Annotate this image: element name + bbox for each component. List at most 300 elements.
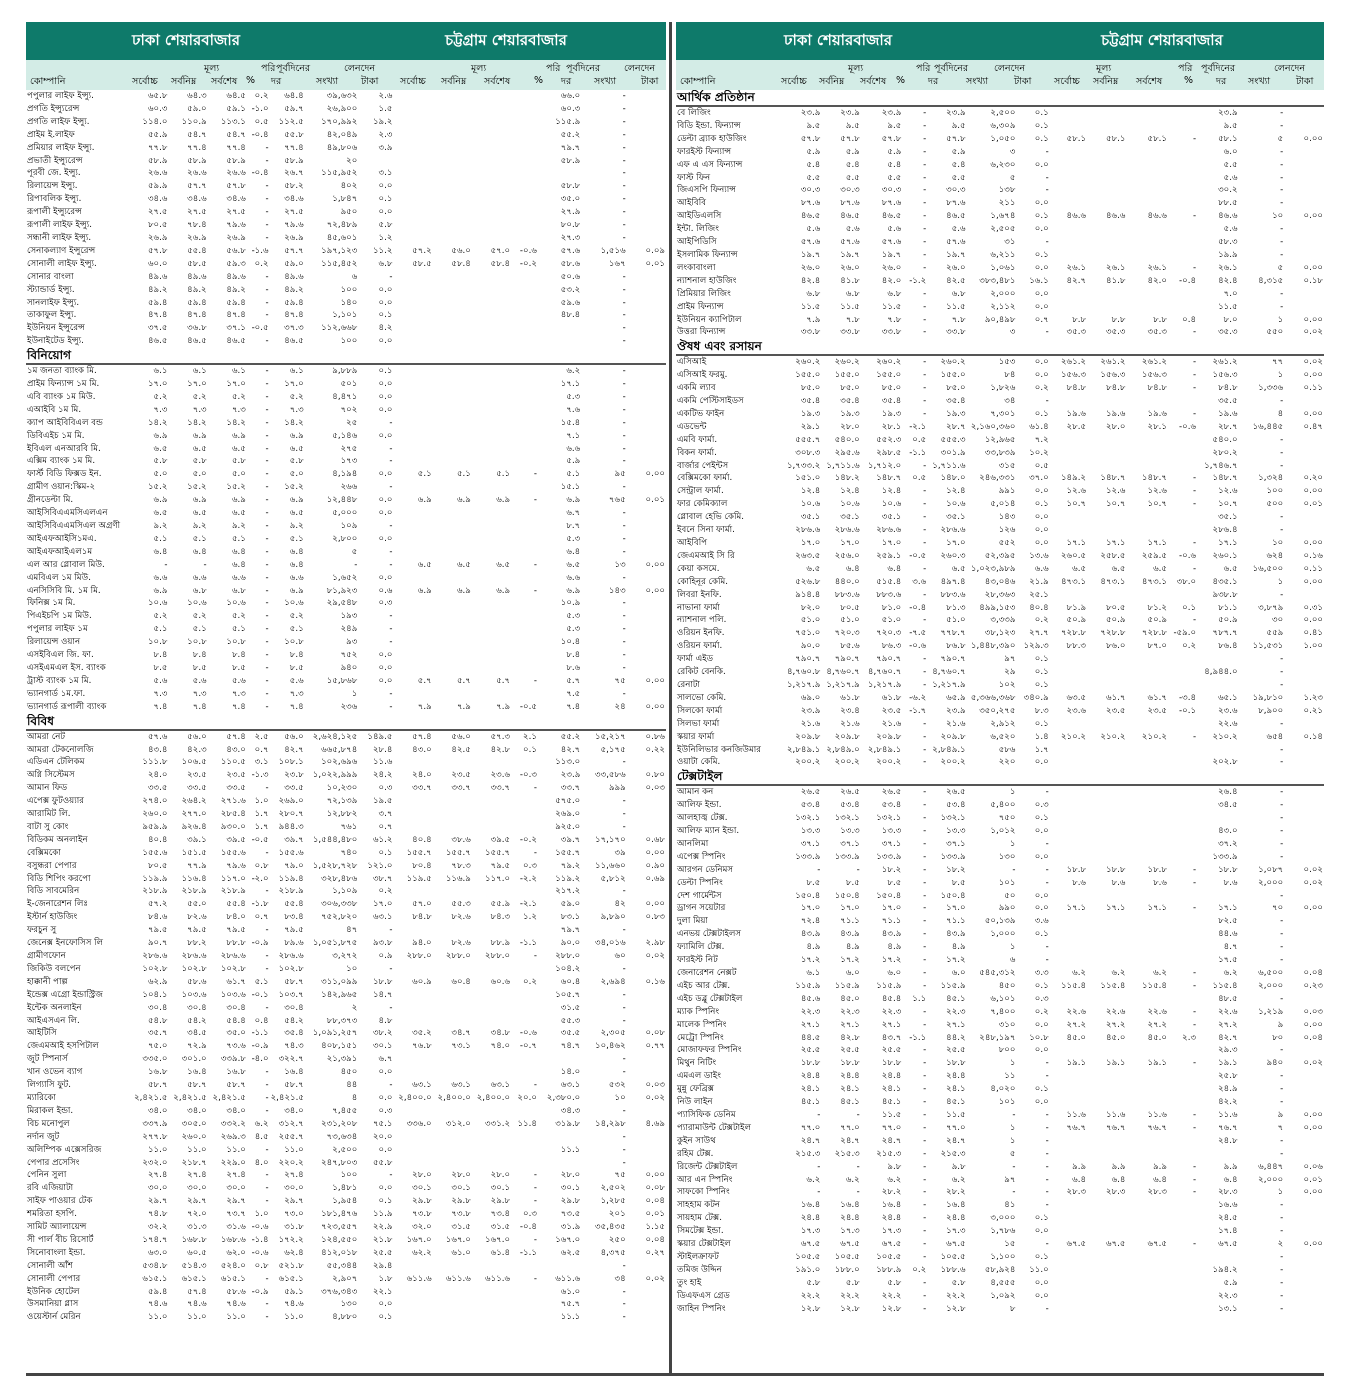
table-row <box>676 249 1324 262</box>
table-cell: ১৯৩ <box>340 611 358 622</box>
table-cell: ২৮.০ <box>840 421 860 432</box>
table-cell: ১০.৮ <box>1029 1032 1049 1043</box>
table-cell: ৩৩.৭ <box>451 783 471 794</box>
table-cell: ৬.২ <box>254 1118 269 1129</box>
table-cell: - <box>622 1299 626 1310</box>
table-cell <box>1168 172 1197 185</box>
table-cell: ২৬১.২ <box>1141 357 1167 368</box>
table-cell: - <box>1192 1058 1197 1069</box>
table-cell <box>627 989 666 1002</box>
table-cell: ১১.১ <box>560 1312 581 1323</box>
table-cell <box>511 481 538 494</box>
table-cell: ১১৭.০ <box>485 873 511 884</box>
table-cell: ১১.৫ <box>840 301 860 312</box>
table-cell <box>472 232 511 245</box>
table-cell: ৯.৫ <box>806 120 821 131</box>
table-cell: ৮৭.৬ <box>946 198 966 209</box>
table-cell <box>1087 993 1126 1006</box>
table-cell <box>1284 1096 1324 1109</box>
table-cell: ২৪.০ <box>412 770 432 781</box>
table-cell: ১৫০.৪ <box>795 890 821 901</box>
table-cell: - <box>1280 929 1284 940</box>
table-cell: ৩৭.১ <box>840 838 860 849</box>
table-cell <box>1284 1225 1324 1238</box>
table-cell: ১৬.১ <box>1029 275 1049 286</box>
table-cell: ৬.২ <box>1153 968 1167 978</box>
company-name: জিএসপি ফিন্যান্স <box>677 185 736 196</box>
table-cell: ৬১.৪ <box>490 1247 511 1258</box>
table-cell <box>393 417 432 430</box>
table-cell <box>1284 799 1324 812</box>
table-cell: ১০.৮ <box>147 637 168 648</box>
table-cell: ১১০.৫ <box>220 757 246 768</box>
table-cell: ৩০.৩ <box>946 185 966 196</box>
table-cell: ৫৭.৮ <box>881 133 902 144</box>
right-price-table <box>676 90 1324 1315</box>
table-cell: ০.০ <box>1034 301 1049 312</box>
table-cell: ১.৭ <box>254 809 269 820</box>
table-cell: ১৩২.১ <box>940 813 966 824</box>
table-cell: ০.০ <box>378 1067 393 1078</box>
table-cell: ৬,৫২০ <box>990 731 1016 742</box>
table-cell: ১৯.৬ <box>1066 408 1087 419</box>
table-cell: ৫৭.৩ <box>490 731 511 742</box>
table-cell: ১৭.২ <box>946 955 966 966</box>
table-cell: ৩ <box>1009 146 1016 157</box>
table-cell: ৮৮.৩ <box>1066 641 1087 652</box>
table-cell: ৫৭.৬ <box>840 237 860 248</box>
table-cell <box>1050 915 1087 928</box>
table-cell: ১৫৫.৬ <box>220 847 246 858</box>
table-cell: ৭.৩ <box>231 688 246 699</box>
table-cell: ১১.৬ <box>1218 1109 1238 1120</box>
table-cell <box>627 1144 666 1157</box>
company-name: সানলাইফ ইন্স্যু. <box>27 297 80 308</box>
table-cell: -০.৪ <box>251 168 269 179</box>
table-cell <box>1087 1251 1126 1264</box>
table-cell <box>1087 1212 1126 1225</box>
table-cell: ৩৯,৬৩২ <box>326 91 358 101</box>
table-cell: - <box>923 800 927 811</box>
table-cell: - <box>1280 1251 1284 1262</box>
table-cell: - <box>1280 120 1284 131</box>
company-name: প্রগতি ইন্স্যুরেন্স <box>27 103 80 114</box>
table-cell <box>472 180 511 193</box>
table-cell: ৫৫৯ <box>1266 628 1284 639</box>
table-cell <box>1168 1070 1197 1083</box>
table-cell: ২,৫০৫ <box>990 224 1016 235</box>
table-cell: ৩৫.৪ <box>840 396 860 407</box>
table-cell: ৫.৬ <box>192 675 207 686</box>
table-cell: ০.০ <box>1034 224 1049 235</box>
table-cell: ১৯.১ <box>1147 1058 1167 1069</box>
table-cell: ১,১০০ <box>990 1251 1016 1262</box>
table-cell: ১৯৭,১২৩ <box>321 245 358 256</box>
table-cell <box>393 404 432 417</box>
table-cell <box>511 1105 538 1118</box>
company-name: আইএফআইএল১ম <box>27 546 93 557</box>
table-cell <box>433 821 472 834</box>
section-title: টেক্সটাইল <box>676 769 1324 785</box>
table-cell: ০.১ <box>1034 980 1049 991</box>
table-cell: ১২.৮ <box>840 1303 860 1314</box>
table-cell: ০.২ <box>523 976 537 987</box>
table-cell: - <box>265 546 269 557</box>
table-cell: ২২.৬ <box>1218 1006 1238 1017</box>
table-cell: ৬.১ <box>289 366 304 377</box>
table-cell: ৫৫.২ <box>560 129 581 140</box>
table-cell: ৩৩.৮ <box>800 327 821 338</box>
table-cell <box>433 546 472 559</box>
table-cell: ৬১.০ <box>451 1247 471 1258</box>
table-cell: - <box>1280 1071 1284 1082</box>
table-cell: ২৬.৯ <box>284 232 304 243</box>
table-cell: ৫.১ <box>417 469 432 480</box>
table-cell: ২৪.৭ <box>881 1135 902 1146</box>
table-cell: ৭.৩ <box>192 688 207 699</box>
table-cell: - <box>923 667 927 678</box>
table-cell: ৭৩.৭ <box>226 1209 246 1220</box>
table-cell: ১৫.১ <box>560 482 581 493</box>
company-name: এমবিএল ১ম মিউ. <box>27 572 91 583</box>
table-cell <box>511 443 538 456</box>
table-cell: - <box>265 1183 269 1194</box>
table-cell <box>433 430 472 443</box>
table-cell: - <box>1280 185 1284 196</box>
table-cell: ১৫৫.৭ <box>406 847 432 858</box>
table-cell: ২৪.২ <box>372 770 393 781</box>
table-cell: ১৭.০ <box>946 538 966 548</box>
company-name: সেনাকল্যাণ ইন্সুরেন্স <box>27 245 96 256</box>
table-cell <box>511 795 538 808</box>
table-cell: ০.০ <box>378 297 393 308</box>
table-cell <box>1126 146 1168 159</box>
table-cell: ৫৫.৪ <box>187 245 207 256</box>
table-cell: ১৪৮.৭ <box>1212 473 1238 484</box>
table-cell: ৮০.৫ <box>147 220 168 231</box>
table-cell <box>1126 799 1168 812</box>
table-cell: - <box>1192 1174 1197 1185</box>
table-cell: - <box>265 181 269 192</box>
table-cell: ২৭.৫ <box>284 207 304 218</box>
table-cell: ৫৪.৭ <box>187 129 207 140</box>
table-cell <box>472 167 511 180</box>
table-cell <box>433 572 472 585</box>
table-cell <box>511 756 538 769</box>
table-cell: ১৭.৫ <box>1218 955 1238 966</box>
table-cell: ৩৪ <box>1004 396 1016 407</box>
table-cell <box>1126 301 1168 314</box>
table-cell <box>511 572 538 585</box>
col-price-ctg: মূল্য <box>471 63 487 74</box>
table-cell <box>1168 812 1197 825</box>
table-cell: ৩২.২ <box>147 1222 168 1233</box>
table-cell: ৭৪.০ <box>490 1041 511 1052</box>
table-cell: ৪,৭৬০.৭ <box>826 667 860 678</box>
table-cell <box>1087 799 1126 812</box>
table-cell: ৫.৮ <box>887 1277 902 1288</box>
table-cell <box>393 206 432 219</box>
table-cell: - <box>533 1234 537 1245</box>
table-cell: - <box>622 297 626 308</box>
table-cell: ৬৪.৩ <box>187 91 207 101</box>
table-cell: ৪.৬৯ <box>645 1118 665 1129</box>
table-cell: ১২.৪ <box>881 486 902 497</box>
table-cell: ৬.৪ <box>1153 1174 1167 1185</box>
table-cell <box>1168 838 1197 851</box>
table-cell: ৮৮৩.৬ <box>834 589 860 600</box>
table-cell: ৬২.৯ <box>147 976 168 987</box>
table-cell: -০.৪ <box>519 1222 537 1233</box>
table-cell: - <box>1280 434 1284 445</box>
table-cell: -২.০ <box>251 873 269 884</box>
table-cell <box>511 193 538 206</box>
table-cell: ৬১৫.১ <box>278 1273 304 1284</box>
table-cell: ১৬৭.০ <box>406 1234 432 1245</box>
table-cell: ০.০ <box>1034 288 1049 299</box>
table-cell: - <box>1280 890 1284 901</box>
table-cell: ১৪২,৯৬৫ <box>321 989 358 1000</box>
table-cell: ২৩.৯ <box>840 108 860 118</box>
table-cell: ৫৭.৮ <box>946 133 966 144</box>
table-cell: ১,৪৮১ <box>332 1183 358 1194</box>
table-cell: ৪.০ <box>254 1157 269 1168</box>
table-cell: ৭৫ <box>614 1170 626 1181</box>
section-title: ঔষধ এবং রসায়ন <box>676 339 1324 355</box>
table-cell: ৪,০২০ <box>990 1084 1016 1095</box>
table-cell: ৮৪.৮ <box>412 912 432 923</box>
table-cell: - <box>622 207 626 218</box>
table-cell: ৫.২ <box>289 611 304 622</box>
table-cell: -৪.০ <box>251 1054 269 1065</box>
table-cell: ১৫.২ <box>187 482 207 493</box>
table-cell: ৮৮.৫ <box>1218 198 1238 209</box>
table-cell: ১৫,২১৭ <box>595 731 626 742</box>
table-cell <box>538 1131 581 1144</box>
table-cell: ৭.৪ <box>192 701 207 712</box>
table-cell: - <box>1045 327 1049 338</box>
table-row <box>26 1053 666 1066</box>
table-cell <box>433 232 472 245</box>
table-cell: ৭১.১ <box>881 916 902 927</box>
table-cell: ৩৩৫.০ <box>142 1054 168 1065</box>
table-cell: ২,০০০ <box>990 288 1016 299</box>
table-cell: ৩১ <box>1004 237 1016 248</box>
table-cell: ১৭.১ <box>1105 538 1126 548</box>
table-cell: ১২.৮ <box>881 1303 902 1314</box>
table-cell: - <box>265 1002 269 1013</box>
table-cell: ৭৭.৪ <box>226 142 246 153</box>
table-cell: ৬০.৫ <box>187 1247 207 1258</box>
table-cell: - <box>1280 1213 1284 1224</box>
table-cell: ১,০৯১,২৫৭ <box>312 1028 358 1039</box>
table-cell: ৩৩,৮৩৯ <box>984 447 1016 458</box>
table-cell: ৫.৯ <box>845 146 860 157</box>
table-cell: ২ <box>1277 1239 1284 1250</box>
table-row <box>676 1212 1324 1225</box>
table-cell: - <box>1192 327 1197 338</box>
table-cell: ৬৭.৫ <box>840 1239 860 1250</box>
table-cell <box>1087 890 1126 903</box>
table-row <box>676 301 1324 314</box>
table-cell: ৭২৮.৮ <box>1060 628 1087 639</box>
table-cell <box>472 649 511 662</box>
table-cell <box>1050 744 1087 757</box>
table-cell: ৭৭.৪ <box>187 142 207 153</box>
table-cell: - <box>1280 826 1284 837</box>
table-cell: ১২৪,৫৫০ <box>321 1234 358 1245</box>
table-cell: ১৭.১ <box>1218 538 1238 548</box>
table-cell: ৪৩.৯ <box>800 929 821 940</box>
table-cell: ৩০.২ <box>1218 185 1238 196</box>
table-cell: ৩৩.৭ <box>490 783 511 794</box>
table-cell: ৫.১ <box>254 976 269 987</box>
table-cell: ৩৪.৫ <box>187 1028 207 1039</box>
table-cell: - <box>1045 1058 1049 1069</box>
table-cell: ৭৪.৬ <box>226 1299 246 1310</box>
table-cell: ৬.৫ <box>153 443 168 454</box>
table-cell: ৮৬.৮ <box>946 641 966 652</box>
company-name: প্রমিয়ার লাইফ ইন্স্যু. <box>27 142 95 153</box>
company-name: ফার্স্ট বিডি ফিক্সড ইন. <box>27 469 102 480</box>
table-cell: ০.১ <box>1034 211 1049 222</box>
table-cell: - <box>622 181 626 192</box>
table-cell: ৬৭.৫ <box>800 1239 821 1250</box>
table-cell: ১৫১.০ <box>795 473 821 484</box>
table-cell <box>627 1157 666 1170</box>
table-cell: ২৬০.৩ <box>940 550 966 561</box>
table-cell <box>472 1311 511 1324</box>
table-row <box>676 511 1324 524</box>
table-cell: ২,০০০ <box>1258 1174 1284 1185</box>
table-cell: ৭৯.৫ <box>187 925 207 936</box>
table-cell <box>433 455 472 468</box>
table-cell <box>627 297 666 310</box>
table-cell: ০.৪৭ <box>1303 421 1323 432</box>
table-cell: ১৪৮.২ <box>834 473 860 484</box>
table-cell: ২৪৮,১৯৭ <box>979 1032 1016 1043</box>
table-cell: ৫১৪.৩ <box>181 1260 207 1271</box>
table-cell: ১২.৬ <box>1066 486 1087 497</box>
table-cell <box>433 443 472 456</box>
table-cell: ২৮.৪ <box>372 744 393 755</box>
table-cell: ৯৩৮.৮ <box>1212 589 1238 600</box>
table-cell: - <box>265 207 269 218</box>
table-row <box>676 731 1324 744</box>
table-cell: ৩৫.০ <box>560 194 581 205</box>
table-cell <box>511 155 538 168</box>
table-cell: ৬.৮ <box>951 288 966 299</box>
table-cell: - <box>265 417 269 428</box>
table-cell <box>1168 718 1197 731</box>
company-name: বেক্সিমকো ফার্মা. <box>677 473 733 484</box>
table-cell: ৮৩.৪ <box>284 912 304 923</box>
table-cell <box>472 1002 511 1015</box>
table-cell: - <box>265 142 269 153</box>
table-cell: ৪,১৯৪ <box>332 469 358 480</box>
table-row <box>676 223 1324 236</box>
table-cell: ২৯.৮ <box>490 1196 511 1207</box>
table-cell <box>472 322 511 335</box>
table-cell: ১১৫.৯ <box>555 116 581 127</box>
company-name: এইচ আর টেক্স. <box>677 980 731 991</box>
company-name: অগ্নি সিস্টেমস <box>27 770 75 781</box>
table-cell: ৭২.০ <box>187 1209 207 1220</box>
table-row <box>26 1092 666 1105</box>
table-row <box>26 167 666 180</box>
table-cell <box>1087 106 1126 120</box>
table-cell <box>511 297 538 310</box>
table-cell <box>627 1131 666 1144</box>
table-row <box>676 1161 1324 1174</box>
table-cell: - <box>622 572 626 583</box>
table-cell: ২,৪২১.৫ <box>134 1092 168 1103</box>
company-name: সাফকো স্পিনিং <box>677 1187 730 1198</box>
table-cell: ১১,৫৩১ <box>1252 641 1284 652</box>
table-cell: ২৩.৯ <box>946 108 966 118</box>
table-cell: ৪৬.৬ <box>1218 211 1238 222</box>
table-cell <box>511 1066 538 1079</box>
table-cell: - <box>265 1080 269 1091</box>
table-cell: ১,৬৭৪ <box>990 211 1016 222</box>
table-cell: ৫৭.০ <box>490 245 511 256</box>
table-cell: ১৪.২ <box>284 417 304 428</box>
table-cell <box>433 297 472 310</box>
company-name: ইউনিলিভার কনজিউমার <box>677 744 761 755</box>
table-cell: ৬.৫ <box>456 559 471 570</box>
table-cell <box>1126 1199 1168 1212</box>
table-cell: ৬.৪ <box>231 546 246 557</box>
table-cell <box>1087 1135 1126 1148</box>
table-cell: - <box>265 688 269 699</box>
table-cell: - <box>923 1239 927 1250</box>
table-cell <box>433 662 472 675</box>
table-cell: ১৮৮.০ <box>834 1264 860 1275</box>
table-cell: -২.২ <box>519 873 537 884</box>
table-cell <box>1126 928 1168 941</box>
table-cell: ৮০০ <box>998 1045 1016 1056</box>
table-cell: ১৯.৩ <box>800 408 821 419</box>
table-cell: ০.২ <box>1034 1006 1049 1017</box>
table-cell <box>1126 890 1168 903</box>
table-cell: ০.০২ <box>645 951 665 961</box>
table-cell: ৯.৫ <box>845 120 860 131</box>
table-cell: ৫৯.০ <box>187 103 207 114</box>
table-cell: - <box>622 1015 626 1026</box>
table-cell: ১১৩.১ <box>220 116 246 127</box>
table-cell: ৬,৫০০ <box>1258 968 1284 978</box>
table-cell: ৪৫.৬ <box>800 993 821 1004</box>
table-cell <box>1087 928 1126 941</box>
table-cell: ৪৪ <box>346 1080 358 1091</box>
table-cell: ২৮৬.৬ <box>834 525 860 536</box>
company-name: এপেক্স ফুটওয়্যার <box>27 796 84 807</box>
table-cell: ৪২.৭ <box>560 744 581 755</box>
table-row <box>676 537 1324 550</box>
table-cell <box>1087 288 1126 301</box>
table-cell: ৬.৯ <box>192 495 207 506</box>
table-cell: ১,২৮৫ <box>600 1196 626 1207</box>
table-cell: - <box>923 262 927 273</box>
table-cell: ৫৮.১ <box>1066 133 1087 144</box>
table-cell: ৩৮.৭ <box>372 873 393 884</box>
table-cell: ৫.১ <box>289 624 304 635</box>
table-cell: ৮.৬ <box>1072 877 1087 888</box>
table-cell: - <box>1280 851 1284 862</box>
table-cell: ৬.০ <box>845 968 860 978</box>
company-name: বেক্সিমকো <box>27 847 61 858</box>
table-cell <box>433 335 472 348</box>
